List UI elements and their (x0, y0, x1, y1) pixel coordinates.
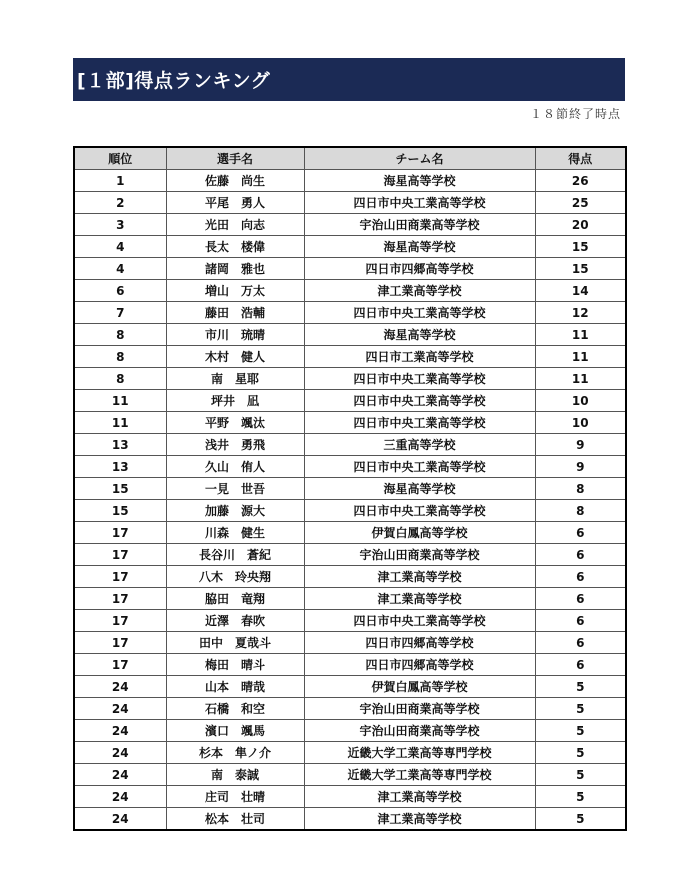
team-cell: 四日市中央工業高等学校 (304, 500, 535, 522)
points-cell: 5 (535, 808, 626, 831)
table-row (74, 390, 626, 412)
points-cell: 10 (535, 412, 626, 434)
points-cell: 5 (535, 764, 626, 786)
player-cell: 木村 健人 (166, 346, 304, 368)
team-cell: 宇治山田商業高等学校 (304, 720, 535, 742)
rank-cell: 17 (74, 588, 166, 610)
table-row (74, 346, 626, 368)
rank-cell: 15 (74, 500, 166, 522)
column-header-player: 選手名 (166, 147, 304, 170)
table-row (74, 654, 626, 676)
team-cell: 海星高等学校 (304, 236, 535, 258)
rank-cell: 17 (74, 566, 166, 588)
player-cell: 杉本 隼ノ介 (166, 742, 304, 764)
table-row (74, 720, 626, 742)
team-cell: 津工業高等学校 (304, 566, 535, 588)
rank-cell: 8 (74, 346, 166, 368)
rank-cell: 17 (74, 544, 166, 566)
team-cell: 近畿大学工業高等専門学校 (304, 764, 535, 786)
rank-cell: 8 (74, 324, 166, 346)
points-cell: 9 (535, 456, 626, 478)
points-cell: 10 (535, 390, 626, 412)
points-cell: 6 (535, 566, 626, 588)
table-row (74, 280, 626, 302)
table-row (74, 676, 626, 698)
column-header-rank: 順位 (74, 147, 166, 170)
scoring-ranking-table (73, 146, 627, 831)
points-cell: 9 (535, 434, 626, 456)
table-body (74, 170, 626, 831)
player-cell: 南 泰誠 (166, 764, 304, 786)
rank-cell: 11 (74, 412, 166, 434)
player-cell: 増山 万太 (166, 280, 304, 302)
rank-cell: 24 (74, 742, 166, 764)
points-cell: 15 (535, 258, 626, 280)
table-row (74, 412, 626, 434)
table-header-row (74, 147, 626, 170)
points-cell: 6 (535, 544, 626, 566)
table-row (74, 764, 626, 786)
table-row (74, 632, 626, 654)
points-cell: 20 (535, 214, 626, 236)
team-cell: 四日市中央工業高等学校 (304, 610, 535, 632)
rank-cell: 11 (74, 390, 166, 412)
team-cell: 海星高等学校 (304, 478, 535, 500)
player-cell: 市川 琉晴 (166, 324, 304, 346)
rank-cell: 17 (74, 632, 166, 654)
team-cell: 海星高等学校 (304, 324, 535, 346)
team-cell: 三重高等学校 (304, 434, 535, 456)
page-title: [１部]得点ランキング (73, 58, 625, 101)
table-row (74, 456, 626, 478)
points-cell: 15 (535, 236, 626, 258)
table-row (74, 742, 626, 764)
points-cell: 11 (535, 324, 626, 346)
team-cell: 津工業高等学校 (304, 808, 535, 831)
player-cell: 庄司 壮晴 (166, 786, 304, 808)
player-cell: 近澤 春吹 (166, 610, 304, 632)
points-cell: 26 (535, 170, 626, 192)
team-cell: 四日市中央工業高等学校 (304, 456, 535, 478)
player-cell: 藤田 浩輔 (166, 302, 304, 324)
rank-cell: 17 (74, 610, 166, 632)
player-cell: 長太 楼偉 (166, 236, 304, 258)
points-cell: 5 (535, 786, 626, 808)
team-cell: 津工業高等学校 (304, 588, 535, 610)
points-cell: 6 (535, 522, 626, 544)
points-cell: 8 (535, 478, 626, 500)
rank-cell: 4 (74, 236, 166, 258)
rank-cell: 24 (74, 720, 166, 742)
table-row (74, 610, 626, 632)
points-cell: 12 (535, 302, 626, 324)
column-header-team: チーム名 (304, 147, 535, 170)
table-row (74, 522, 626, 544)
player-cell: 佐藤 尚生 (166, 170, 304, 192)
team-cell: 四日市四郷高等学校 (304, 258, 535, 280)
player-cell: 浅井 勇飛 (166, 434, 304, 456)
team-cell: 四日市中央工業高等学校 (304, 192, 535, 214)
points-cell: 11 (535, 346, 626, 368)
rank-cell: 24 (74, 786, 166, 808)
points-cell: 5 (535, 720, 626, 742)
rank-cell: 6 (74, 280, 166, 302)
rank-cell: 24 (74, 698, 166, 720)
rank-cell: 17 (74, 654, 166, 676)
team-cell: 四日市四郷高等学校 (304, 654, 535, 676)
points-cell: 14 (535, 280, 626, 302)
player-cell: 平尾 勇人 (166, 192, 304, 214)
team-cell: 四日市中央工業高等学校 (304, 368, 535, 390)
team-cell: 津工業高等学校 (304, 786, 535, 808)
points-cell: 6 (535, 588, 626, 610)
team-cell: 四日市中央工業高等学校 (304, 302, 535, 324)
player-cell: 濱口 颯馬 (166, 720, 304, 742)
points-cell: 5 (535, 676, 626, 698)
rank-cell: 13 (74, 434, 166, 456)
player-cell: 坪井 凪 (166, 390, 304, 412)
player-cell: 久山 侑人 (166, 456, 304, 478)
team-cell: 津工業高等学校 (304, 280, 535, 302)
rank-cell: 24 (74, 764, 166, 786)
team-cell: 宇治山田商業高等学校 (304, 544, 535, 566)
player-cell: 八木 玲央翔 (166, 566, 304, 588)
table-row (74, 192, 626, 214)
table-row (74, 170, 626, 192)
points-cell: 8 (535, 500, 626, 522)
table-row (74, 544, 626, 566)
team-cell: 宇治山田商業高等学校 (304, 214, 535, 236)
table-row (74, 368, 626, 390)
rank-cell: 1 (74, 170, 166, 192)
points-cell: 6 (535, 610, 626, 632)
table-row (74, 478, 626, 500)
points-cell: 11 (535, 368, 626, 390)
as-of-note: １８節終了時点 (529, 107, 621, 121)
column-header-points: 得点 (535, 147, 626, 170)
table-row (74, 566, 626, 588)
table-row (74, 500, 626, 522)
points-cell: 5 (535, 742, 626, 764)
team-cell: 海星高等学校 (304, 170, 535, 192)
table-row (74, 236, 626, 258)
team-cell: 四日市工業高等学校 (304, 346, 535, 368)
points-cell: 6 (535, 654, 626, 676)
table-row (74, 214, 626, 236)
rank-cell: 24 (74, 676, 166, 698)
rank-cell: 17 (74, 522, 166, 544)
rank-cell: 7 (74, 302, 166, 324)
rank-cell: 15 (74, 478, 166, 500)
rank-cell: 4 (74, 258, 166, 280)
team-cell: 四日市四郷高等学校 (304, 632, 535, 654)
table-row (74, 324, 626, 346)
player-cell: 平野 颯汰 (166, 412, 304, 434)
player-cell: 長谷川 蒼紀 (166, 544, 304, 566)
player-cell: 山本 晴哉 (166, 676, 304, 698)
player-cell: 松本 壮司 (166, 808, 304, 831)
table-row (74, 698, 626, 720)
player-cell: 梅田 晴斗 (166, 654, 304, 676)
table-row (74, 808, 626, 831)
player-cell: 加藤 源大 (166, 500, 304, 522)
team-cell: 伊賀白鳳高等学校 (304, 676, 535, 698)
player-cell: 川森 健生 (166, 522, 304, 544)
table-row (74, 588, 626, 610)
rank-cell: 2 (74, 192, 166, 214)
team-cell: 四日市中央工業高等学校 (304, 390, 535, 412)
player-cell: 一見 世吾 (166, 478, 304, 500)
team-cell: 四日市中央工業高等学校 (304, 412, 535, 434)
player-cell: 田中 夏哉斗 (166, 632, 304, 654)
team-cell: 近畿大学工業高等専門学校 (304, 742, 535, 764)
rank-cell: 8 (74, 368, 166, 390)
points-cell: 25 (535, 192, 626, 214)
rank-cell: 3 (74, 214, 166, 236)
player-cell: 石橋 和空 (166, 698, 304, 720)
player-cell: 光田 向志 (166, 214, 304, 236)
table-row (74, 786, 626, 808)
player-cell: 脇田 竜翔 (166, 588, 304, 610)
player-cell: 諸岡 雅也 (166, 258, 304, 280)
table-row (74, 302, 626, 324)
points-cell: 5 (535, 698, 626, 720)
table-row (74, 434, 626, 456)
player-cell: 南 星耶 (166, 368, 304, 390)
rank-cell: 24 (74, 808, 166, 831)
rank-cell: 13 (74, 456, 166, 478)
table-row (74, 258, 626, 280)
points-cell: 6 (535, 632, 626, 654)
team-cell: 宇治山田商業高等学校 (304, 698, 535, 720)
team-cell: 伊賀白鳳高等学校 (304, 522, 535, 544)
